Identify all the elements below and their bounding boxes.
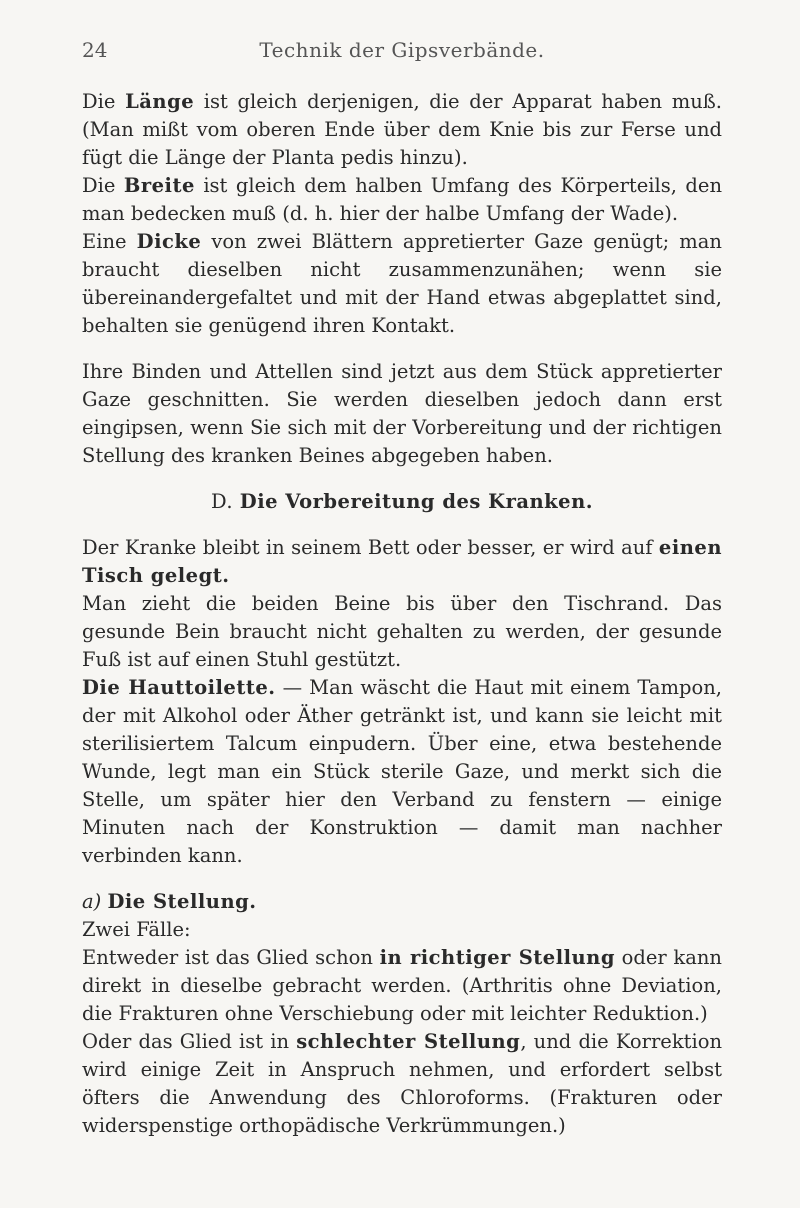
paragraph-richtige-stellung: Entweder ist das Glied schon in richtiger Stellung oder kann direkt in dieselbe gebracht werden. (Arthritis ohne Deviation, die Frakturen ohne Verschiebung oder mit leichter Reduktion.) xyxy=(82,946,722,1025)
keyword-laenge: Länge xyxy=(125,90,195,113)
subsection-heading-a: a) Die Stellung. xyxy=(82,890,257,913)
section-title-d: Die Vorbereitung des Kranken. xyxy=(239,490,594,513)
paragraph-hauttoilette: Die Hauttoilette. — Man wäscht die Haut mit einem Tampon, der mit Alkohol oder Äther getränkt ist, und kann sie leicht mit sterilisiertem Talcum einpudern. Über eine, etwa bestehende Wunde, legt man ein Stück sterile Gaze, und merkt sich die Stelle, um später hier den Verband zu fenstern — einige Minuten nach der Konstruktion — damit man nachher verbinden kann. xyxy=(82,676,723,867)
section-heading-d: D. Die Vorbereitung des Kranken. xyxy=(210,490,594,513)
subsection-title-a: Die Stellung. xyxy=(107,890,257,913)
paragraph-laenge: Die Länge ist gleich derjenigen, die der Apparat haben muß. (Man mißt vom oberen Ende über dem Knie bis zur Ferse und fügt die Länge der Planta pedis hinzu). xyxy=(82,90,723,169)
keyword-dicke: Dicke xyxy=(136,230,202,253)
paragraph-zwei-faelle: Zwei Fälle: xyxy=(82,918,191,941)
keyword-schlechte-stellung: schlechter Stellung xyxy=(296,1030,521,1053)
keyword-richtige-stellung: in richtiger Stellung xyxy=(379,946,615,969)
paragraph-kranke: Der Kranke bleibt in seinem Bett oder besser, er wird auf einen Tisch gelegt. xyxy=(82,536,722,587)
paragraph-beine: Man zieht die beiden Beine bis über den Tischrand. Das gesunde Bein braucht nicht gehalten zu werden, der gesunde Fuß ist auf einen Stuhl gestützt. xyxy=(82,592,722,671)
paragraph-breite: Die Breite ist gleich dem halben Umfang des Körperteils, den man bedecken muß (d. h. hier der halbe Umfang der Wade). xyxy=(82,174,723,225)
keyword-breite: Breite xyxy=(123,174,195,197)
paragraph-schlechte-stellung: Oder das Glied ist in schlechter Stellung, und die Korrektion wird einige Zeit in Anspruch nehmen, und erfordert selbst öfters die Anwendung des Chloroforms. (Frakturen oder widerspenstige orthopädische Verkrümmungen.) xyxy=(82,1030,723,1137)
running-title: Technik der Gipsverbände. xyxy=(259,38,545,62)
body-text xyxy=(82,88,722,1140)
keyword-tisch: einen Tisch gelegt. xyxy=(82,536,722,587)
running-head xyxy=(82,38,722,68)
paragraph-dicke: Eine Dicke von zwei Blättern appretierter Gaze genügt; man braucht dieselben nicht zusammenzunähen; wenn sie übereinandergefaltet und mit der Hand etwas abgeplattet sind, behalten sie genügend ihren Kontakt. xyxy=(82,230,722,337)
paragraph-binden: Ihre Binden und Attellen sind jetzt aus dem Stück appretierter Gaze geschnitten. Sie werden dieselben jedoch dann erst eingipsen, wenn Sie sich mit der Vorbereitung und der richtigen Stellung des kranken Beines abgegeben haben. xyxy=(82,360,722,467)
page-number: 24 xyxy=(82,38,108,62)
keyword-hauttoilette: Die Hauttoilette. xyxy=(82,676,276,699)
